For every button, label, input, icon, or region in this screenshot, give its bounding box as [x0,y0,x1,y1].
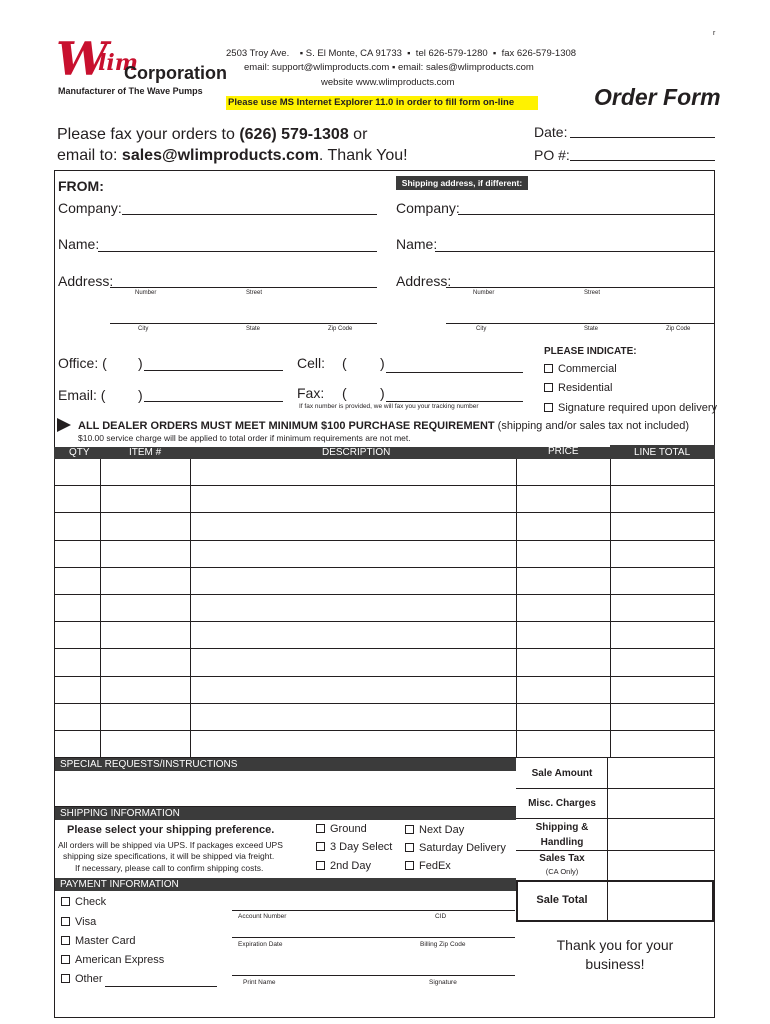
shipping-info-bar: SHIPPING INFORMATION [55,807,516,820]
table-row [54,541,715,568]
company-logo [56,32,227,88]
cell-price[interactable] [518,461,610,484]
visa-label: Visa [75,916,97,928]
table-row [54,513,715,540]
next-day-label: Next Day [419,824,465,836]
email-line: email: support@wlimproducts.com ▪ email: sales@wlimproducts.com [244,62,534,73]
3day-checkbox[interactable] [316,842,325,851]
ship-address-label: Address: [396,273,452,289]
cell-line-total[interactable] [612,461,715,484]
ship-ground[interactable] [316,823,367,835]
sale-amount-label: Sale Amount [531,768,593,779]
fax-suffix: or [348,126,368,143]
signature-label: Signature [429,979,457,986]
table-row [54,649,715,676]
shipping-handling-label-2: Handling [540,837,584,848]
cell-field[interactable] [386,372,523,373]
commercial-label: Commercial [558,363,617,375]
cell-description[interactable] [192,679,516,702]
2nd-day-label: 2nd Day [330,860,371,872]
print-name-field[interactable] [232,975,515,976]
ship-3day[interactable] [316,841,392,853]
2nd-day-checkbox[interactable] [316,861,325,870]
cell-price[interactable] [518,488,610,511]
fax-number: (626) 579-1308 [239,126,349,143]
cell-open: ( [342,355,347,371]
shipping-prompt: Please select your shipping preference. [67,824,275,836]
shipping-handling-input[interactable] [612,824,714,846]
form-title: Order Form [594,84,721,110]
from-state-label: State [246,326,261,332]
ship-address-field[interactable] [446,287,715,288]
office-field[interactable] [144,370,283,371]
cell-item[interactable] [102,733,190,756]
cell-price[interactable] [518,706,610,729]
indicate-signature[interactable] [544,402,717,414]
po-input[interactable] [572,145,716,161]
print-name-label: Print Name [243,979,276,986]
office-close: ) [138,355,143,371]
cell-qty[interactable] [56,488,100,511]
office-label: Office: ( [58,355,107,371]
cell-price[interactable] [518,733,610,756]
from-title: FROM: [58,178,104,194]
sales-tax-input[interactable] [612,855,714,877]
cell-qty[interactable] [56,515,100,538]
cell-qty[interactable] [56,733,100,756]
pay-amex[interactable] [61,954,164,966]
ground-checkbox[interactable] [316,824,325,833]
column-divider [100,459,101,758]
check-label: Check [75,896,107,908]
dealer-notice-sub: $10.00 service charge will be applied to total order if minimum requirements are not met. [78,433,411,443]
misc-charges-input[interactable] [612,793,714,815]
ship-name-label: Name: [396,236,438,252]
cell-item[interactable] [102,651,190,674]
sales-email: sales@wlimproducts.com [121,147,319,164]
address-line: 2503 Troy Ave. ▪ S. El Monte, CA 91733 ▪ tel 626-579-1280 ▪ fax 626-579-1308 [226,48,577,59]
ship-city-field[interactable] [446,323,715,324]
check-checkbox[interactable] [61,897,70,906]
fax-notice [57,124,408,166]
fedex-checkbox[interactable] [405,861,414,870]
cell-description[interactable] [192,624,516,647]
amex-label: American Express [75,954,165,966]
shipping-note-2: shipping size specifications, it will be shipped via freight. [63,851,275,861]
pay-visa[interactable] [61,916,96,928]
totals-line-3 [516,850,715,851]
residential-label: Residential [558,382,613,394]
cell-line-total[interactable] [612,488,715,511]
commercial-checkbox[interactable] [544,364,553,373]
header-price: PRICE [548,446,579,457]
cell-description[interactable] [192,570,516,593]
column-divider [610,459,611,758]
fedex-label: FedEx [419,860,451,872]
cell-qty[interactable] [56,679,100,702]
ship-saturday[interactable] [405,842,506,854]
corner-mark: r [713,30,716,37]
cell-description[interactable] [192,706,516,729]
cell-label: Cell: [297,355,326,371]
arrow-icon [57,418,71,432]
cell-price[interactable] [518,651,610,674]
billing-zip-label: Billing Zip Code [420,941,466,948]
cell-close: ) [380,355,385,371]
cell-description[interactable] [192,461,516,484]
shipping-note-3: If necessary, please call to confirm shipping costs. [75,863,264,873]
ship-city-label: City [476,326,487,332]
fax-close: ) [380,385,385,401]
shipping-address-banner: Shipping address, if different: [396,176,528,190]
from-company-label: Company: [58,200,122,216]
pay-check[interactable] [61,896,106,908]
fax-note: If fax number is provided, we will fax you your tracking number [299,403,479,410]
email-field[interactable] [144,401,283,402]
cell-price[interactable] [518,515,610,538]
cell-item[interactable] [102,570,190,593]
cell-line-total[interactable] [612,624,715,647]
sales-tax-label: Sales Tax [539,853,585,864]
pay-mastercard[interactable] [61,935,136,947]
cell-item[interactable] [102,543,190,566]
ship-company-field[interactable] [458,214,715,215]
residential-checkbox[interactable] [544,383,553,392]
cell-line-total[interactable] [612,679,715,702]
cell-qty[interactable] [56,461,100,484]
cell-description[interactable] [192,733,516,756]
table-row [54,704,715,731]
items-table [54,447,715,758]
ie-notice: Please use MS Internet Explorer 11.0 in order to fill form on-line [226,96,538,110]
cell-line-total[interactable] [612,515,715,538]
totals-line-1 [516,788,715,789]
cell-qty[interactable] [56,597,100,620]
ship-next-day[interactable] [405,824,464,836]
cell-item[interactable] [102,461,190,484]
cell-qty[interactable] [56,651,100,674]
header-qty: QTY [69,447,90,458]
sale-total-input[interactable] [611,887,713,917]
table-row [54,677,715,704]
column-divider [190,459,191,758]
cell-line-total[interactable] [612,733,715,756]
from-zip-label: Zip Code [328,326,353,332]
account-number-field[interactable] [232,910,515,911]
company-name: Corporation [124,63,227,83]
email-suffix: . Thank You! [318,147,408,164]
email-close: ) [138,387,143,403]
ship-state-label: State [584,326,599,332]
dealer-notice-rest: (shipping and/or sales tax not included) [494,420,690,432]
table-body [54,459,715,758]
cell-item[interactable] [102,679,190,702]
shipping-note-1: All orders will be shipped via UPS. If packages exceed UPS [58,840,283,850]
cell-qty[interactable] [56,570,100,593]
from-name-field[interactable] [98,251,377,252]
table-row [54,459,715,486]
special-requests-bar: SPECIAL REQUESTS/INSTRUCTIONS [55,758,516,771]
visa-checkbox[interactable] [61,917,70,926]
logo-letter: W [56,32,108,86]
fax-prefix: Please fax your orders to [57,126,240,143]
table-row [54,731,715,758]
from-city-field[interactable] [110,323,377,324]
cell-price[interactable] [518,597,610,620]
cell-description[interactable] [192,515,516,538]
cell-description[interactable] [192,651,516,674]
cell-item[interactable] [102,624,190,647]
ground-label: Ground [330,823,367,835]
cell-description[interactable] [192,488,516,511]
from-company-field[interactable] [122,214,377,215]
from-name-label: Name: [58,236,100,252]
totals-line-2 [516,818,715,819]
cell-line-total[interactable] [612,597,715,620]
header-line-total: LINE TOTAL [634,447,691,458]
signature-label: Signature required upon delivery [558,402,717,414]
signature-checkbox[interactable] [544,403,553,412]
ship-fedex[interactable] [405,860,451,872]
misc-charges-label: Misc. Charges [528,798,596,809]
fax-open: ( [342,385,347,401]
ship-street-label: Street [584,290,601,296]
next-day-checkbox[interactable] [405,825,414,834]
header-item: ITEM # [129,447,162,458]
fax-field[interactable] [386,401,523,402]
mastercard-label: Master Card [75,935,136,947]
logo-script: lim [98,50,138,76]
shipping-handling-label-1: Shipping & [535,822,589,833]
from-address-field[interactable] [110,287,377,288]
email-prefix: email to: [57,147,122,164]
pay-other[interactable] [61,973,103,985]
cell-item[interactable] [102,488,190,511]
cell-line-total[interactable] [612,706,715,729]
table-row [54,486,715,513]
cell-qty[interactable] [56,543,100,566]
sale-amount-input[interactable] [612,763,714,785]
cell-price[interactable] [518,679,610,702]
cell-item[interactable] [102,515,190,538]
dealer-notice [78,420,689,432]
amex-checkbox[interactable] [61,955,70,964]
payment-info-bar: PAYMENT INFORMATION [55,878,516,891]
cell-qty[interactable] [56,706,100,729]
table-row [54,595,715,622]
cell-description[interactable] [192,597,516,620]
thank-you-line-1: Thank you for your [556,937,674,953]
cell-line-total[interactable] [612,570,715,593]
header-description: DESCRIPTION [322,447,391,458]
indicate-residential[interactable] [544,382,612,394]
cell-item[interactable] [102,597,190,620]
special-requests-input[interactable] [56,772,518,809]
po-label: PO #: [534,147,570,163]
sale-total-label: Sale Total [536,894,588,906]
email-label: Email: ( [58,387,106,403]
cell-description[interactable] [192,543,516,566]
tagline: Manufacturer of The Wave Pumps [58,86,203,96]
cell-price[interactable] [518,624,610,647]
cell-item[interactable] [102,706,190,729]
cid-label: CID [435,913,447,920]
from-street-label: Street [246,290,263,296]
dealer-notice-bold: ALL DEALER ORDERS MUST MEET MINIMUM $100 PURCHASE REQUIREMENT [78,420,495,432]
cell-qty[interactable] [56,624,100,647]
indicate-title: PLEASE INDICATE: [544,346,637,357]
3day-label: 3 Day Select [330,841,393,853]
date-input[interactable] [572,122,716,138]
other-field[interactable] [105,986,217,987]
expiration-label: Expiration Date [238,941,283,948]
saturday-label: Saturday Delivery [419,842,506,854]
ship-zip-label: Zip Code [666,326,691,332]
column-divider [516,459,517,758]
from-number-label: Number [135,290,157,296]
mastercard-checkbox[interactable] [61,936,70,945]
from-address-label: Address: [58,273,114,289]
thank-you-line-2: business! [585,956,645,972]
sales-tax-note: (CA Only) [545,867,579,876]
cell-line-total[interactable] [612,543,715,566]
expiration-field[interactable] [232,937,515,938]
other-checkbox[interactable] [61,974,70,983]
ship-name-field[interactable] [435,251,715,252]
indicate-commercial[interactable] [544,363,617,375]
fax-label: Fax: [297,385,325,401]
table-row [54,622,715,649]
ship-company-label: Company: [396,200,460,216]
cell-line-total[interactable] [612,651,715,674]
cell-price[interactable] [518,543,610,566]
ship-2nd-day[interactable] [316,860,371,872]
cell-price[interactable] [518,570,610,593]
saturday-checkbox[interactable] [405,843,414,852]
sale-total-divider [607,882,608,920]
account-number-label: Account Number [238,913,287,920]
table-row [54,568,715,595]
from-city-label: City [138,326,149,332]
date-label: Date: [534,124,568,140]
website-line: website www.wlimproducts.com [321,77,455,88]
other-label: Other [75,973,103,985]
ship-number-label: Number [473,290,495,296]
